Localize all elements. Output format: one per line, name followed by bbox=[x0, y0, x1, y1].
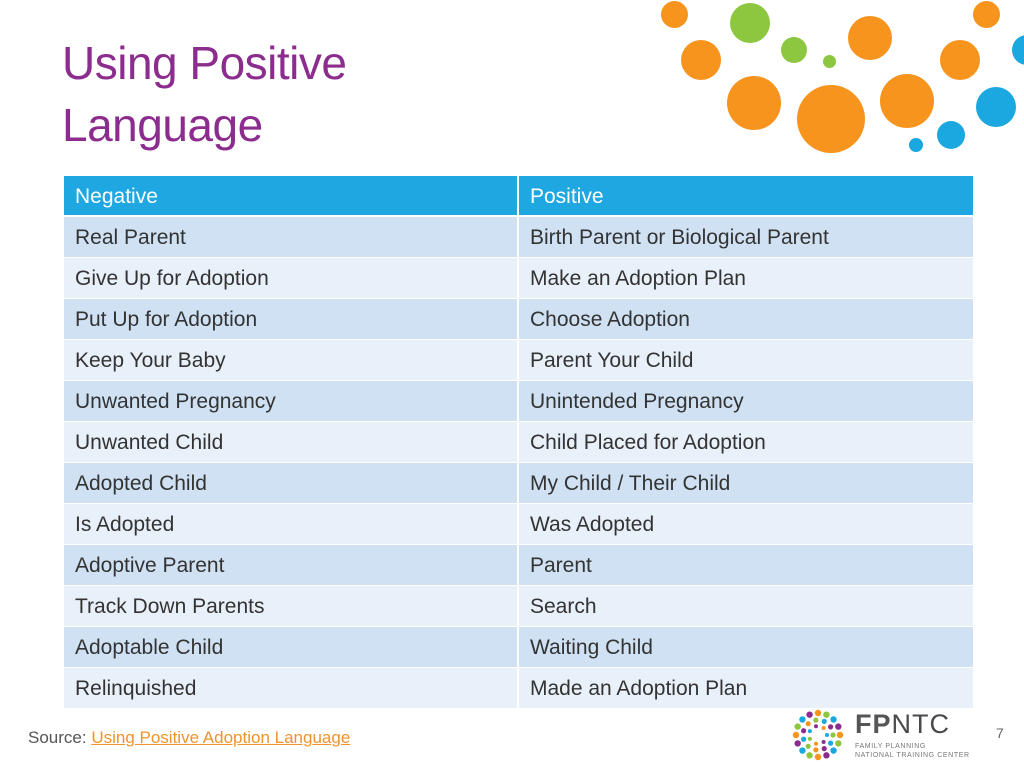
positive-term: Birth Parent or Biological Parent bbox=[519, 217, 973, 258]
logo-dot bbox=[830, 716, 836, 722]
table-row bbox=[64, 627, 973, 668]
header-negative: Negative bbox=[64, 176, 519, 217]
language-comparison-table bbox=[64, 176, 973, 709]
logo-dot bbox=[799, 716, 805, 722]
table-row bbox=[64, 217, 973, 258]
logo-dot bbox=[822, 746, 827, 751]
logo-dot bbox=[801, 728, 806, 733]
decorative-circle bbox=[781, 37, 807, 63]
decorative-circle bbox=[823, 55, 836, 68]
logo-dot bbox=[808, 729, 812, 733]
header-positive: Positive bbox=[519, 176, 973, 217]
positive-term: Child Placed for Adoption bbox=[519, 422, 973, 463]
source-label: Source: bbox=[28, 728, 92, 747]
positive-term: Was Adopted bbox=[519, 504, 973, 545]
logo-subtitle-line-1: FAMILY PLANNING bbox=[855, 743, 926, 750]
logo-dot bbox=[813, 718, 818, 723]
logo-dot bbox=[822, 726, 826, 730]
decorative-circle bbox=[661, 1, 688, 28]
logo-ntc: NTC bbox=[891, 709, 951, 739]
logo-subtitle bbox=[855, 742, 970, 760]
logo-dot bbox=[822, 719, 827, 724]
logo-dot bbox=[806, 711, 812, 717]
negative-term: Real Parent bbox=[64, 217, 519, 258]
positive-term: Waiting Child bbox=[519, 627, 973, 668]
decorative-circle bbox=[973, 1, 1000, 28]
negative-term: Adopted Child bbox=[64, 463, 519, 504]
logo-dot bbox=[835, 723, 841, 729]
logo-dot bbox=[823, 711, 829, 717]
decorative-circle bbox=[940, 40, 980, 80]
logo-dot bbox=[815, 754, 821, 760]
decorative-circle bbox=[909, 138, 923, 152]
logo-dot bbox=[806, 721, 811, 726]
decorative-circle bbox=[730, 3, 770, 43]
logo-dot bbox=[823, 752, 829, 758]
negative-term: Unwanted Pregnancy bbox=[64, 381, 519, 422]
logo-dot bbox=[794, 723, 800, 729]
logo-dot bbox=[801, 737, 806, 742]
decorative-circle bbox=[848, 16, 892, 60]
logo-dot bbox=[828, 741, 833, 746]
logo-subtitle-line-2: NATIONAL TRAINING CENTER bbox=[855, 752, 970, 759]
logo-dot bbox=[799, 747, 805, 753]
source-link[interactable]: Using Positive Adoption Language bbox=[91, 728, 351, 747]
logo-dot bbox=[822, 740, 826, 744]
table-row bbox=[64, 545, 973, 586]
positive-term: My Child / Their Child bbox=[519, 463, 973, 504]
negative-term: Track Down Parents bbox=[64, 586, 519, 627]
positive-term: Search bbox=[519, 586, 973, 627]
decorative-circle bbox=[797, 85, 865, 153]
logo-dot bbox=[814, 742, 818, 746]
logo-dot bbox=[794, 740, 800, 746]
logo-dot bbox=[814, 724, 818, 728]
positive-term: Unintended Pregnancy bbox=[519, 381, 973, 422]
negative-term: Is Adopted bbox=[64, 504, 519, 545]
negative-term: Put Up for Adoption bbox=[64, 299, 519, 340]
table-row bbox=[64, 381, 973, 422]
decorative-circle bbox=[727, 76, 781, 130]
decorative-circle bbox=[937, 121, 965, 149]
positive-term: Made an Adoption Plan bbox=[519, 668, 973, 709]
table-row bbox=[64, 258, 973, 299]
logo-fp: FP bbox=[855, 709, 892, 739]
positive-term: Make an Adoption Plan bbox=[519, 258, 973, 299]
logo-dot bbox=[806, 744, 811, 749]
positive-term: Parent Your Child bbox=[519, 340, 973, 381]
decorative-circle bbox=[681, 40, 721, 80]
negative-term: Adoptable Child bbox=[64, 627, 519, 668]
table-row bbox=[64, 504, 973, 545]
table-row bbox=[64, 422, 973, 463]
negative-term: Unwanted Child bbox=[64, 422, 519, 463]
decorative-circle bbox=[976, 87, 1016, 127]
decorative-circle bbox=[880, 74, 934, 128]
table-row bbox=[64, 463, 973, 504]
source-citation bbox=[28, 728, 350, 748]
negative-term: Give Up for Adoption bbox=[64, 258, 519, 299]
logo-wordmark bbox=[855, 709, 950, 740]
table-header-row bbox=[64, 176, 973, 217]
fpntc-logo bbox=[790, 706, 980, 764]
title-line-1: Using Positive bbox=[62, 37, 347, 89]
table-row bbox=[64, 586, 973, 627]
negative-term: Keep Your Baby bbox=[64, 340, 519, 381]
logo-dot bbox=[837, 732, 843, 738]
negative-term: Adoptive Parent bbox=[64, 545, 519, 586]
logo-dot bbox=[806, 752, 812, 758]
logo-dot bbox=[830, 747, 836, 753]
logo-dot bbox=[825, 733, 829, 737]
title-line-2: Language bbox=[62, 99, 263, 151]
page-number: 7 bbox=[996, 725, 1004, 741]
negative-term: Relinquished bbox=[64, 668, 519, 709]
decorative-circle bbox=[1012, 35, 1024, 65]
positive-term: Choose Adoption bbox=[519, 299, 973, 340]
table-row bbox=[64, 340, 973, 381]
logo-dot bbox=[830, 732, 835, 737]
logo-dot bbox=[835, 740, 841, 746]
table-row bbox=[64, 299, 973, 340]
logo-dot bbox=[828, 724, 833, 729]
positive-term: Parent bbox=[519, 545, 973, 586]
logo-dot bbox=[813, 747, 818, 752]
page-title bbox=[62, 32, 482, 156]
logo-dot bbox=[808, 737, 812, 741]
table-row bbox=[64, 668, 973, 709]
logo-dot bbox=[815, 710, 821, 716]
logo-dot bbox=[793, 732, 799, 738]
logo-dot-ring-icon bbox=[790, 706, 850, 764]
